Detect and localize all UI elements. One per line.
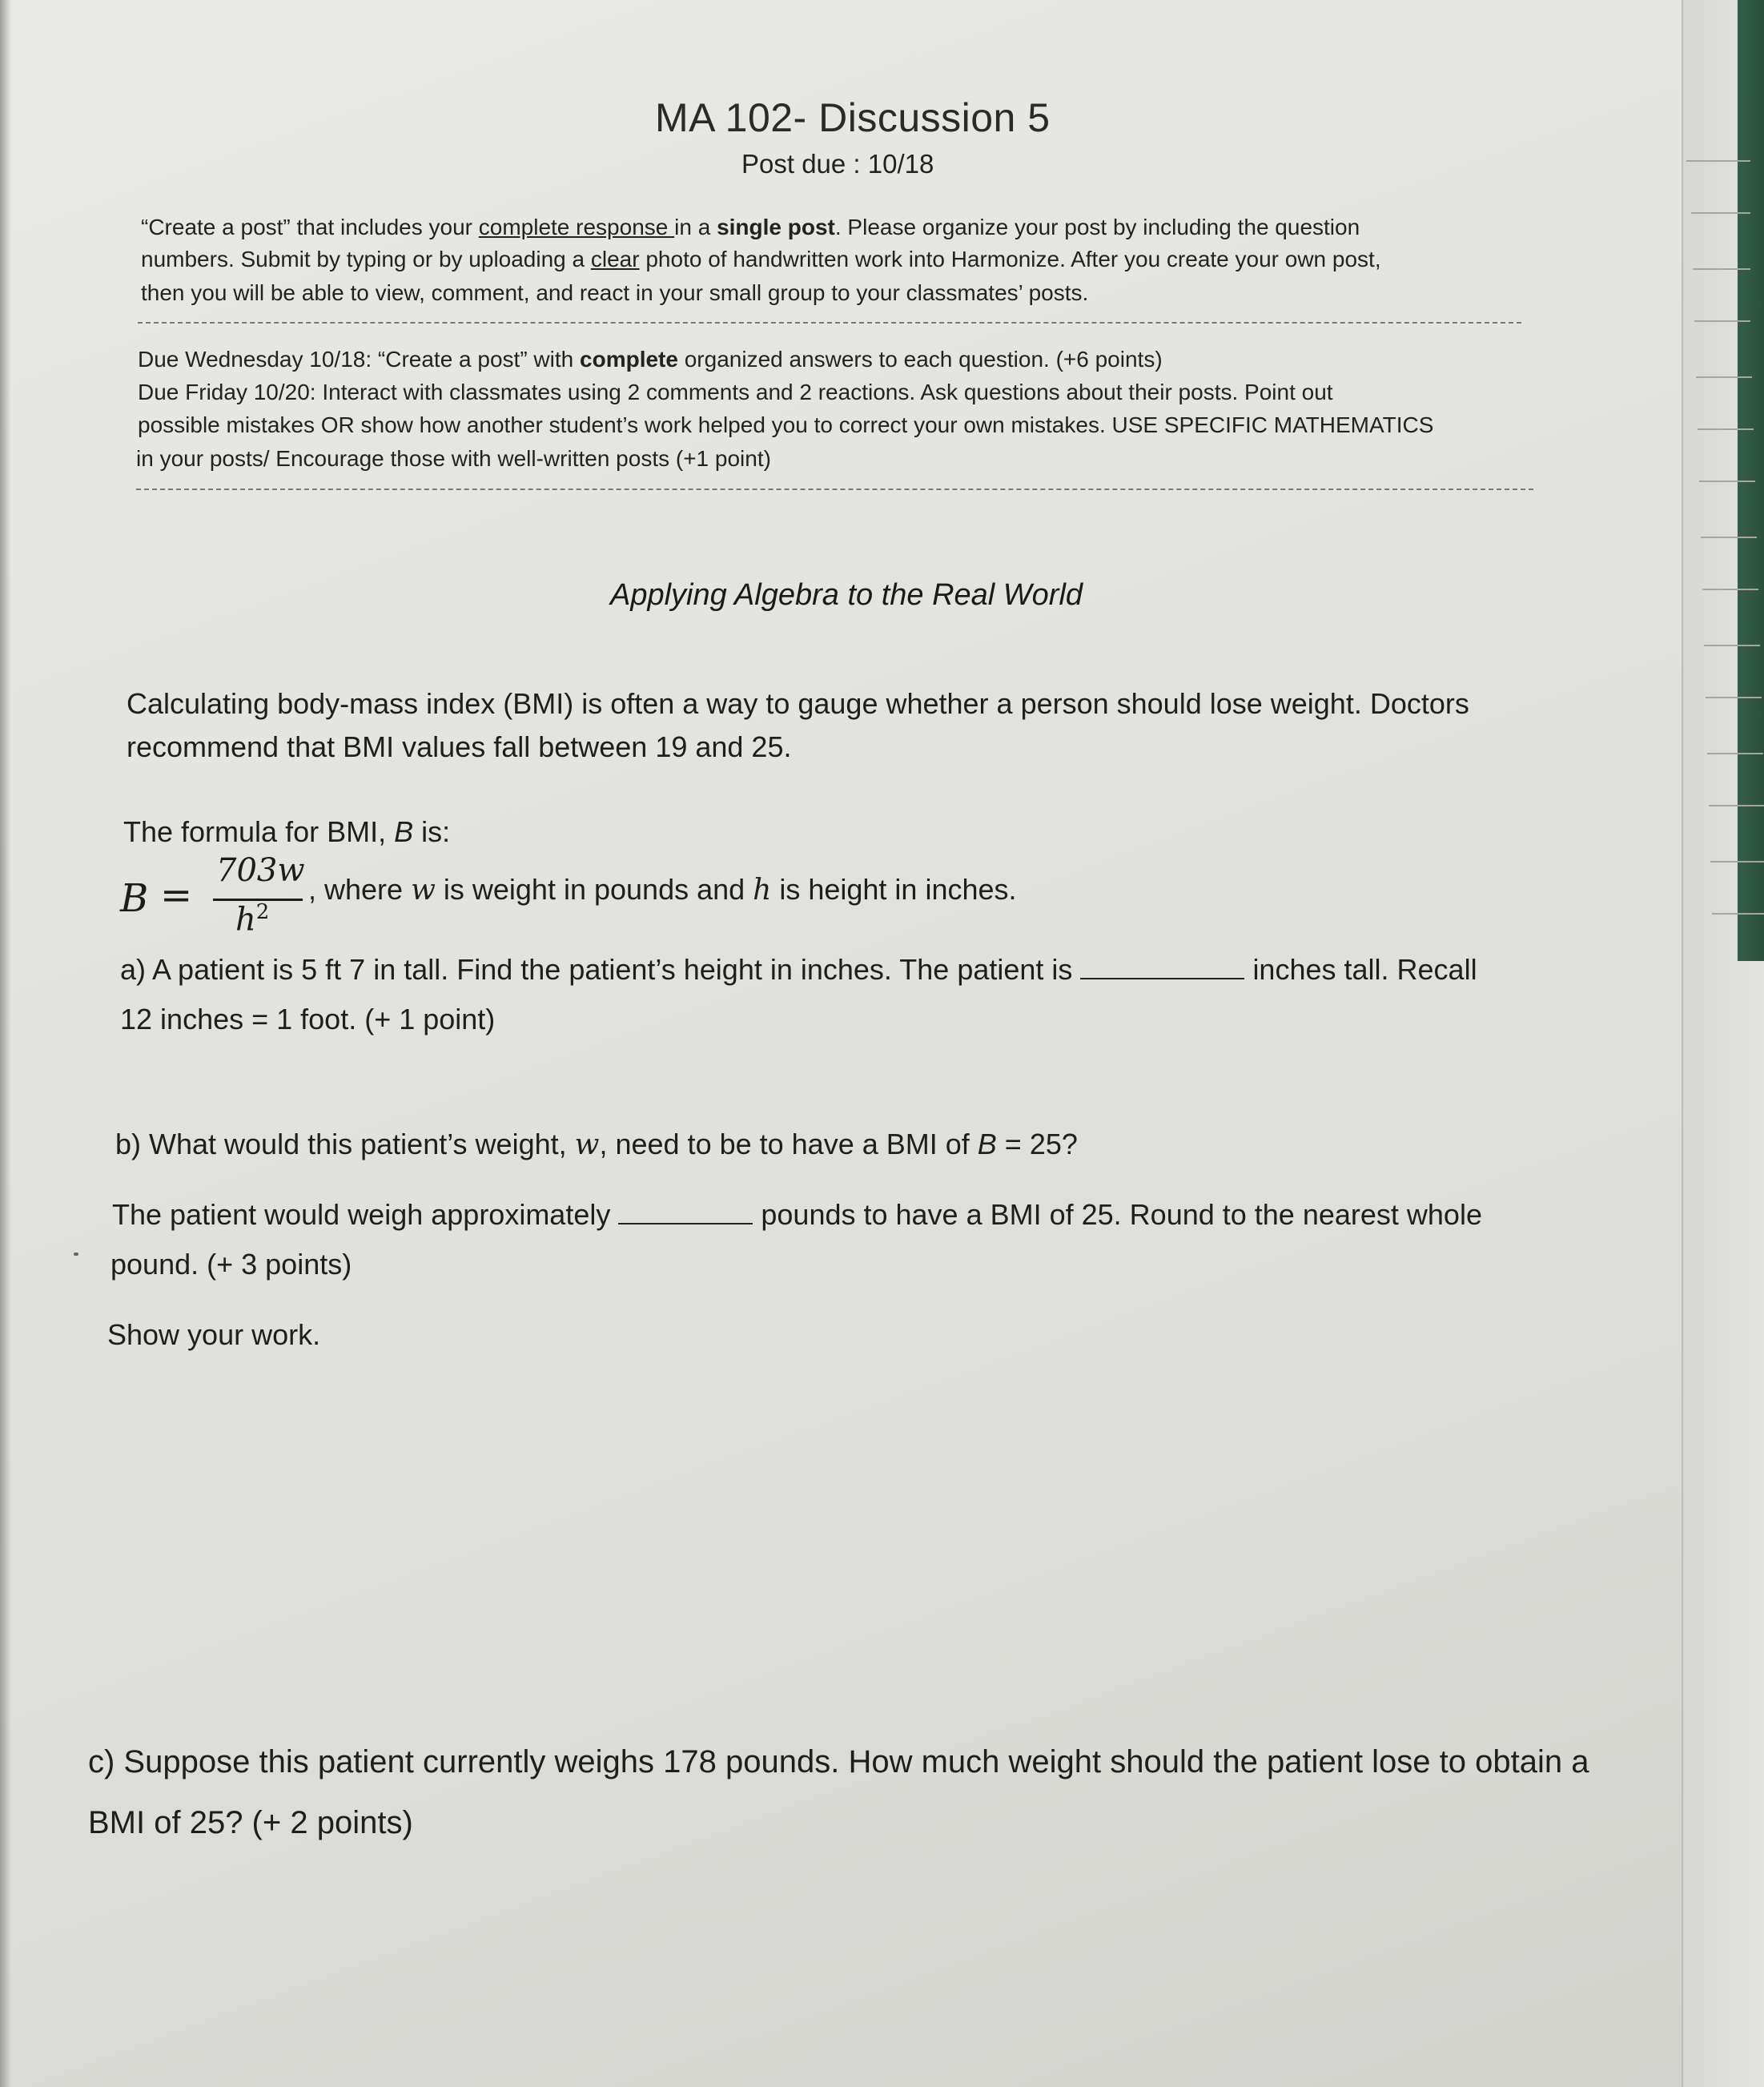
instructions-line-1: “Create a post” that includes your complete response in a single post. Please organize your post by including the question xyxy=(141,215,1360,239)
stack-line xyxy=(1702,589,1758,590)
stack-line xyxy=(1694,320,1750,322)
stack-line xyxy=(1712,913,1764,915)
formula-denominator: $h^2$ xyxy=(235,900,270,939)
instructions-line-3: then you will be able to view, comment, and react in your small group to your classmates’ posts. xyxy=(141,280,1089,305)
instructions-line-2: numbers. Submit by typing or by uploading a clear photo of handwritten work into Harmonize. After you create your own post, xyxy=(141,247,1381,271)
due-friday-line-2: possible mistakes OR show how another student’s work helped you to correct your own mistakes. USE SPECIFIC MATHEMATICS xyxy=(138,412,1434,437)
question-c-line-1: c) Suppose this patient currently weighs 178 pounds. How much weight should the patient lose to obtain a xyxy=(88,1744,1589,1779)
due-wednesday: Due Wednesday 10/18: “Create a post” with complete organized answers to each question. (+6 points) xyxy=(138,347,1163,372)
question-b-line-2: The patient would weigh approximately pounds to have a BMI of 25. Round to the nearest whole xyxy=(112,1198,1482,1231)
stack-line xyxy=(1707,753,1763,754)
formula-explanation: , where w is weight in pounds and h is height in inches. xyxy=(308,873,1017,907)
bmi-intro-line-1: Calculating body-mass index (BMI) is often a way to gauge whether a person should lose weight. Doctors xyxy=(127,687,1469,720)
section-title: Applying Algebra to the Real World xyxy=(610,578,1083,612)
question-c-line-2: BMI of 25? (+ 2 points) xyxy=(88,1805,413,1840)
stack-line xyxy=(1686,160,1750,162)
post-due-date: Post due : 10/18 xyxy=(741,149,934,179)
stack-line xyxy=(1710,861,1764,863)
page-stack-edge xyxy=(1682,0,1764,2087)
show-work-prompt: Show your work. xyxy=(107,1318,321,1351)
answer-blank-weight[interactable] xyxy=(618,1223,753,1224)
stack-line xyxy=(1701,537,1757,538)
due-friday-line-3: in your posts/ Encourage those with well-written posts (+1 point) xyxy=(136,446,771,471)
stack-line xyxy=(1693,268,1750,270)
question-b-line-3: pound. (+ 3 points) xyxy=(111,1248,352,1281)
stack-line xyxy=(1706,697,1762,698)
stack-line xyxy=(1704,645,1760,646)
formula-equals: = xyxy=(160,873,193,918)
question-a-line-2: 12 inches = 1 foot. (+ 1 point) xyxy=(120,1003,496,1035)
document-title: MA 102- Discussion 5 xyxy=(655,95,1051,140)
stack-line xyxy=(1709,805,1764,806)
question-a-line-1: a) A patient is 5 ft 7 in tall. Find the patient’s height in inches. The patient is inches tall. Recall xyxy=(120,953,1477,986)
stack-line xyxy=(1698,428,1754,430)
stack-line xyxy=(1699,481,1755,482)
bmi-intro-line-2: recommend that BMI values fall between 19 and 25. xyxy=(127,730,792,763)
stack-line xyxy=(1696,376,1752,378)
stray-mark xyxy=(74,1253,78,1256)
dashed-divider xyxy=(138,322,1521,324)
due-friday-line-1: Due Friday 10/20: Interact with classmates using 2 comments and 2 reactions. Ask questions about their posts. Point out xyxy=(138,380,1333,404)
stack-line xyxy=(1691,212,1750,214)
question-b-line-1: b) What would this patient’s weight, w, need to be to have a BMI of B = 25? xyxy=(115,1128,1078,1161)
formula-lhs: B xyxy=(120,876,149,921)
dashed-divider xyxy=(136,489,1533,490)
answer-blank-height[interactable] xyxy=(1080,978,1244,979)
formula-numerator: 703w xyxy=(216,852,305,889)
formula-label: The formula for BMI, B is: xyxy=(123,815,451,848)
